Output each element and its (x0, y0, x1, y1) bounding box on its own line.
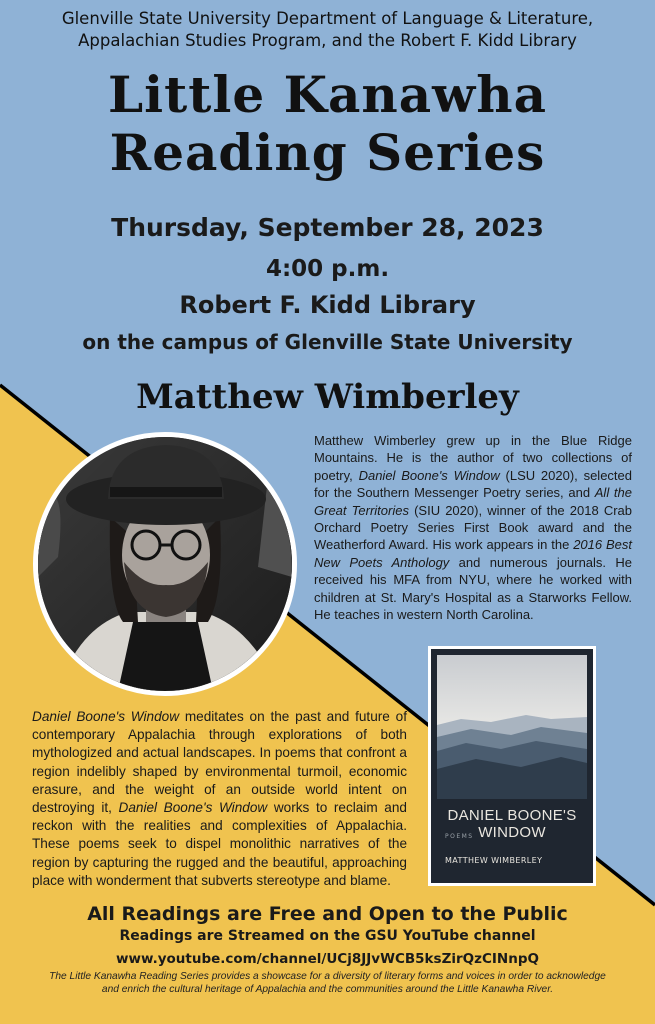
sponsor-text (0, 8, 655, 52)
book-cover-author: MATTHEW WIMBERLEY (445, 856, 543, 865)
series-footer-note: The Little Kanawha Reading Series provides a showcase for a diversity of literary forms and voices in order to acknowledge and enrich the cultural heritage of Appalachia and the communities around the Little Kanawha River. (49, 971, 606, 995)
bio-text-4: and numerous journals. He received his MFA from NYU, where he worked with children at St. Mary's Hospital as a Starworks Fellow. He teaches in western North Carolina. (314, 554, 633, 623)
event-campus: on the campus of Glenville State University (82, 330, 573, 354)
sponsor-line-2: Appalachian Studies Program, and the Robert F. Kidd Library (78, 31, 577, 50)
event-date: Thursday, September 28, 2023 (111, 213, 544, 242)
author-portrait-illustration (38, 437, 292, 691)
book-cover-title: DANIEL BOONE'S WINDOW (447, 807, 577, 841)
author-photo (33, 432, 297, 696)
description-book-title-2: Daniel Boone's Window (118, 800, 268, 816)
bio-book-title-1: Daniel Boone's Window (358, 467, 500, 483)
series-title-line-2: Reading Series (109, 123, 546, 182)
book-cover (428, 646, 596, 886)
stream-notice: Readings are Streamed on the GSU YouTube channel (119, 928, 536, 944)
author-name: Matthew Wimberley (136, 377, 519, 417)
sponsor-line-1: Glenville State University Department of Language & Literature, (61, 9, 594, 28)
book-cover-mountain-art (431, 649, 593, 883)
event-time: 4:00 p.m. (265, 256, 390, 282)
book-description (32, 708, 407, 890)
series-title (0, 66, 655, 182)
bio-text-2: (LSU 2020), selected for the Southern Messenger Poetry series, and (314, 467, 633, 501)
free-admission-banner: All Readings are Free and Open to the Public (87, 903, 568, 925)
event-venue: Robert F. Kidd Library (179, 291, 476, 319)
description-text-2: works to reclaim and reckon with the realities and complexities of Appalachia. These poems seek to dispel monolithic narratives of the region by capturing the rugged and the beautiful, approaching place with wonderment that subverts stereotype and blame. (32, 800, 407, 888)
description-text-1: meditates on the past and future of contemporary Appalachia through explorations of both mythologized and actual landscapes. In poems that confront a region indelibly shaped by environmental turmoil, economic erasure, and the weight of an outside world intent on destroying it, (32, 709, 407, 816)
description-book-title: Daniel Boone's Window (32, 709, 180, 724)
bio-text-1: Matthew Wimberley grew up in the Blue Ridge Mountains. He is the author of two collections of poetry, (314, 433, 632, 483)
youtube-url[interactable]: www.youtube.com/channel/UCj8JJvWCB5ksZirQzCINnpQ (116, 951, 539, 967)
book-cover-subtitle: POEMS (445, 833, 474, 840)
bio-book-title-2: All the Great Territories (314, 485, 632, 518)
author-bio (314, 432, 632, 623)
series-title-line-1: Little Kanawha (108, 65, 547, 124)
bio-text-3: (SIU 2020), winner of the 2018 Crab Orchard Poetry Series First Book award and the Weatherford Award. His work appears in the (314, 502, 632, 553)
bio-anthology-title: 2016 Best New Poets Anthology (314, 537, 632, 570)
